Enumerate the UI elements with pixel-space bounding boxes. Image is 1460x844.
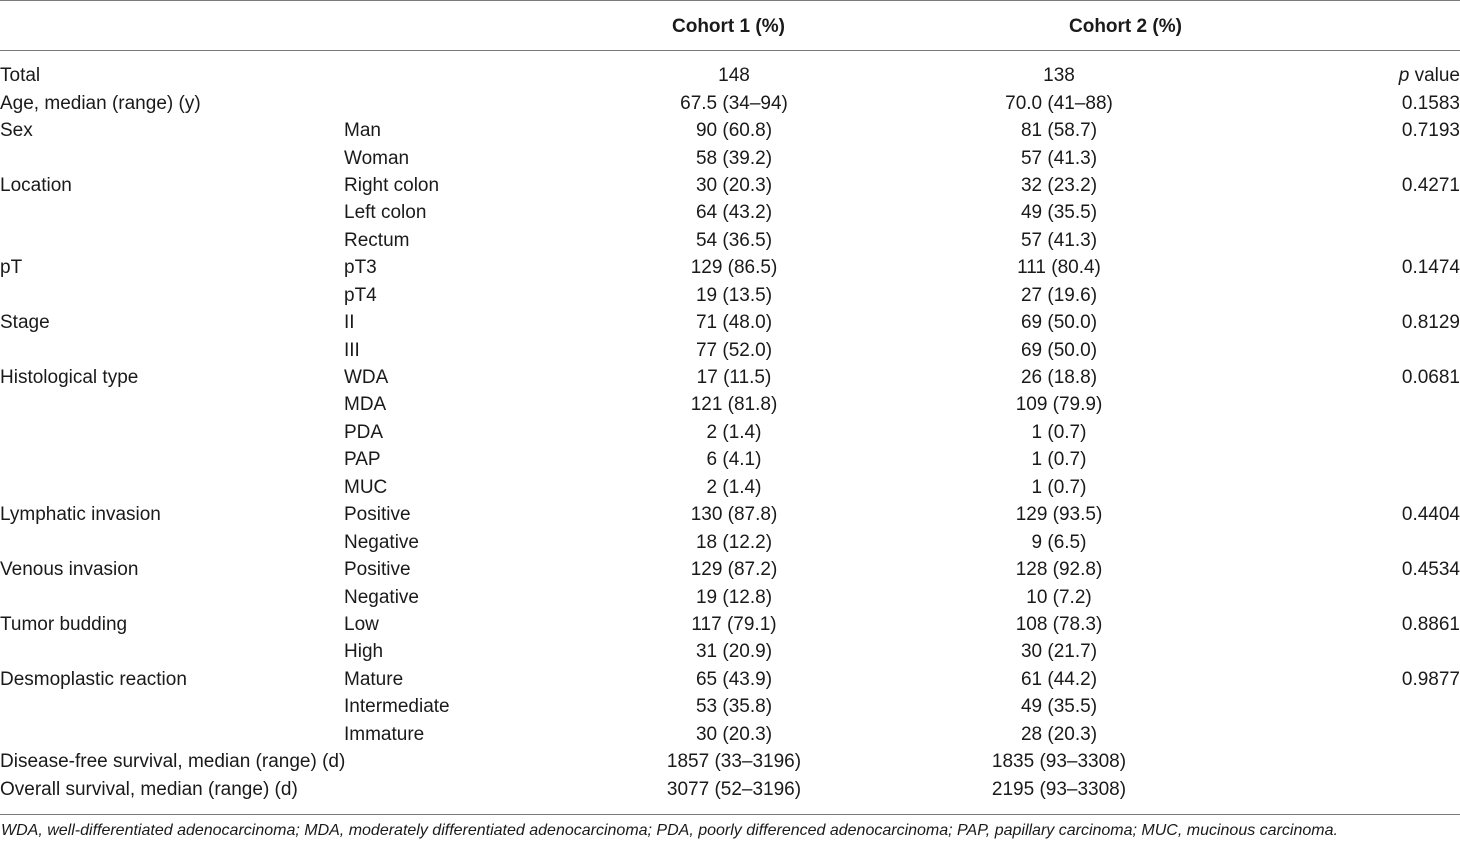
table-row [0,638,1460,665]
table-row [0,446,1460,473]
p-value-cell [1294,583,1460,610]
cohort1-cell: 65 (43.9) [695,668,773,690]
cohort1-cell: 1857 (33–3196) [666,751,802,773]
row-sublabel: Low [344,613,379,635]
cohort1-cell: 18 (12.2) [695,531,773,553]
row-sublabel: Woman [344,147,410,169]
cohort1-cell: 30 (20.3) [695,723,773,745]
table-row [0,611,1460,638]
row-sublabel: Positive [344,504,411,526]
cohort2-cell: 49 (35.5) [1020,202,1098,224]
row-sublabel: Mature [344,668,404,690]
p-value-cell: 0.0681 [1401,367,1460,389]
row-sublabel: Right colon [344,174,440,196]
table-row [0,336,1460,363]
row-sublabel: MUC [344,476,388,498]
p-value-cell: 0.8861 [1401,613,1460,635]
row-label: Desmoplastic reaction [0,668,187,690]
cohort1-cell: 64 (43.2) [695,202,773,224]
cohort1-cell: 129 (87.2) [690,559,778,581]
row-sublabel: High [344,641,384,663]
p-value-cell: 0.1583 [1401,92,1460,114]
row-sublabel: Left colon [344,202,427,224]
cohort1-cell: 148 [718,65,750,87]
cohort1-cell: 71 (48.0) [695,312,773,334]
row-label [0,583,344,610]
cohort2-cell: 9 (6.5) [1031,531,1087,553]
p-value-cell [1294,721,1460,748]
cohort2-cell: 128 (92.8) [1015,559,1103,581]
cohort1-cell: 129 (86.5) [690,257,778,279]
cohort2-cell: 32 (23.2) [1020,174,1098,196]
cohort1-cell: 19 (12.8) [695,586,773,608]
table-row [0,391,1460,418]
header-cohort2: Cohort 2 (%) [1069,16,1182,37]
cohort1-cell: 58 (39.2) [695,147,773,169]
row-sublabel: PDA [344,421,384,443]
p-value-cell [1294,282,1460,309]
bottom-rule [0,814,1460,815]
row-sublabel: Rectum [344,229,410,251]
row-sublabel: PAP [344,449,381,471]
row-sublabel: pT3 [344,257,377,279]
row-label [0,227,344,254]
cohort1-cell: 130 (87.8) [690,504,778,526]
row-sublabel: Positive [344,559,411,581]
p-value-cell: 0.8129 [1401,312,1460,334]
row-sublabel [344,62,644,89]
table-row [0,227,1460,254]
p-value-cell [1294,775,1460,802]
cohort2-cell: 57 (41.3) [1020,229,1098,251]
row-label: Tumor budding [0,613,128,635]
row-label [0,721,344,748]
p-value-cell [1294,62,1460,89]
table-row [0,419,1460,446]
row-label: Total [0,65,41,87]
table-row [0,364,1460,391]
row-label [0,419,344,446]
table-row [0,117,1460,144]
cohort2-cell: 1 (0.7) [1031,449,1087,471]
row-sublabel: III [344,339,360,361]
row-label [0,282,344,309]
cohort2-cell: 138 [1043,65,1075,87]
cohort2-cell: 27 (19.6) [1020,284,1098,306]
cohort1-cell: 2 (1.4) [706,421,762,443]
cohort1-cell: 121 (81.8) [690,394,778,416]
row-sublabel [344,775,644,802]
p-value-cell [1294,528,1460,555]
table-row [0,693,1460,720]
cohort1-cell: 67.5 (34–94) [680,92,788,114]
table-row [0,89,1460,116]
header-cohort1: Cohort 1 (%) [672,16,785,37]
cohort2-cell: 1 (0.7) [1031,476,1087,498]
p-value-cell: 0.7193 [1401,120,1460,142]
cohort1-cell: 6 (4.1) [706,449,762,471]
table-row [0,309,1460,336]
table-row [0,583,1460,610]
cohort2-cell: 28 (20.3) [1020,723,1098,745]
row-label [0,528,344,555]
cohort2-cell: 10 (7.2) [1026,586,1092,608]
cohort2-cell: 49 (35.5) [1020,696,1098,718]
cohort1-cell: 30 (20.3) [695,174,773,196]
row-sublabel: Intermediate [344,696,450,718]
row-label: Stage [0,312,50,334]
p-value-cell: 0.4534 [1401,559,1460,581]
p-value-cell: 0.4404 [1401,504,1460,526]
table-row [0,556,1460,583]
p-value-cell [1294,227,1460,254]
table-row [0,62,1460,89]
cohort2-cell: 69 (50.0) [1020,339,1098,361]
row-sublabel: MDA [344,394,387,416]
row-label: Sex [0,120,33,142]
cohort1-cell: 19 (13.5) [695,284,773,306]
cohort1-cell: 31 (20.9) [695,641,773,663]
row-label: Lymphatic invasion [0,504,161,526]
p-value-cell [1294,693,1460,720]
table-row [0,721,1460,748]
cohort1-cell: 53 (35.8) [695,696,773,718]
row-label [0,446,344,473]
p-value-cell: 0.4271 [1401,174,1460,196]
p-value-cell [1294,748,1460,775]
table-row [0,501,1460,528]
p-value-cell [1294,144,1460,171]
p-value-cell [1294,199,1460,226]
cohort1-cell: 117 (79.1) [691,613,777,635]
cohort2-cell: 57 (41.3) [1020,147,1098,169]
cohort2-cell: 61 (44.2) [1020,668,1098,690]
row-label: Disease-free survival, median (range) (d) [0,751,346,773]
cohort2-cell: 26 (18.8) [1020,367,1098,389]
p-value-cell [1294,391,1460,418]
table-row [0,666,1460,693]
cohort1-cell: 90 (60.8) [695,120,773,142]
table-row [0,748,1460,775]
table-row [0,199,1460,226]
cohort1-cell: 77 (52.0) [695,339,773,361]
cohort2-cell: 109 (79.9) [1015,394,1103,416]
cohort2-cell: 30 (21.7) [1020,641,1098,663]
row-sublabel: II [344,312,355,334]
header-rule [0,50,1460,51]
table-body [0,62,1460,803]
p-value-header-text: value [1409,65,1460,87]
cohort2-cell: 1 (0.7) [1031,421,1087,443]
row-label: Histological type [0,367,139,389]
row-label: pT [0,257,23,279]
p-value-header-italic: p [1398,65,1410,87]
cohort1-cell: 3077 (52–3196) [666,778,802,800]
row-sublabel: Negative [344,586,419,608]
table-footnote: WDA, well-differentiated adenocarcinoma; MDA, moderately differentiated adenocarcinoma; PDA, poorly differenced adenocarcinoma; PAP, papillary carcinoma; MUC, mucinous carcinoma. [1,822,1338,839]
cohort1-cell: 2 (1.4) [706,476,762,498]
table-row [0,254,1460,281]
row-sublabel: WDA [344,367,389,389]
row-label [0,474,344,501]
row-sublabel: Man [344,120,381,142]
row-label: Location [0,174,72,196]
row-sublabel: Immature [344,723,425,745]
p-value-cell [1294,446,1460,473]
row-sublabel [344,89,644,116]
table-row [0,282,1460,309]
row-sublabel: pT4 [344,284,377,306]
data-table [0,62,1460,803]
cohort2-cell: 1835 (93–3308) [991,751,1127,773]
cohort2-cell: 108 (78.3) [1015,613,1103,635]
row-sublabel: Negative [344,531,419,553]
p-value-cell [1294,474,1460,501]
row-label [0,391,344,418]
row-label [0,199,344,226]
cohort2-cell: 111 (80.4) [1017,257,1101,279]
table-row [0,528,1460,555]
row-label [0,336,344,363]
p-value-cell [1294,336,1460,363]
cohort2-cell: 69 (50.0) [1020,312,1098,334]
p-value-cell: 0.9877 [1401,668,1460,690]
cohort2-cell: 2195 (93–3308) [991,778,1127,800]
cohort1-cell: 54 (36.5) [695,229,773,251]
p-value-cell: 0.1474 [1401,257,1460,279]
cohort2-cell: 129 (93.5) [1015,504,1103,526]
top-rule [0,0,1460,1]
cohort2-cell: 70.0 (41–88) [1005,92,1113,114]
table-row [0,474,1460,501]
row-label [0,693,344,720]
row-sublabel [344,748,644,775]
row-label: Overall survival, median (range) (d) [0,778,298,800]
row-label: Age, median (range) (y) [0,92,201,114]
cohort1-cell: 17 (11.5) [696,367,772,389]
p-value-cell [1294,638,1460,665]
row-label [0,144,344,171]
p-value-cell [1294,419,1460,446]
table-row [0,775,1460,802]
table-row [0,144,1460,171]
table-row [0,172,1460,199]
row-label: Venous invasion [0,559,139,581]
cohort2-cell: 81 (58.7) [1020,120,1098,142]
row-label [0,638,344,665]
